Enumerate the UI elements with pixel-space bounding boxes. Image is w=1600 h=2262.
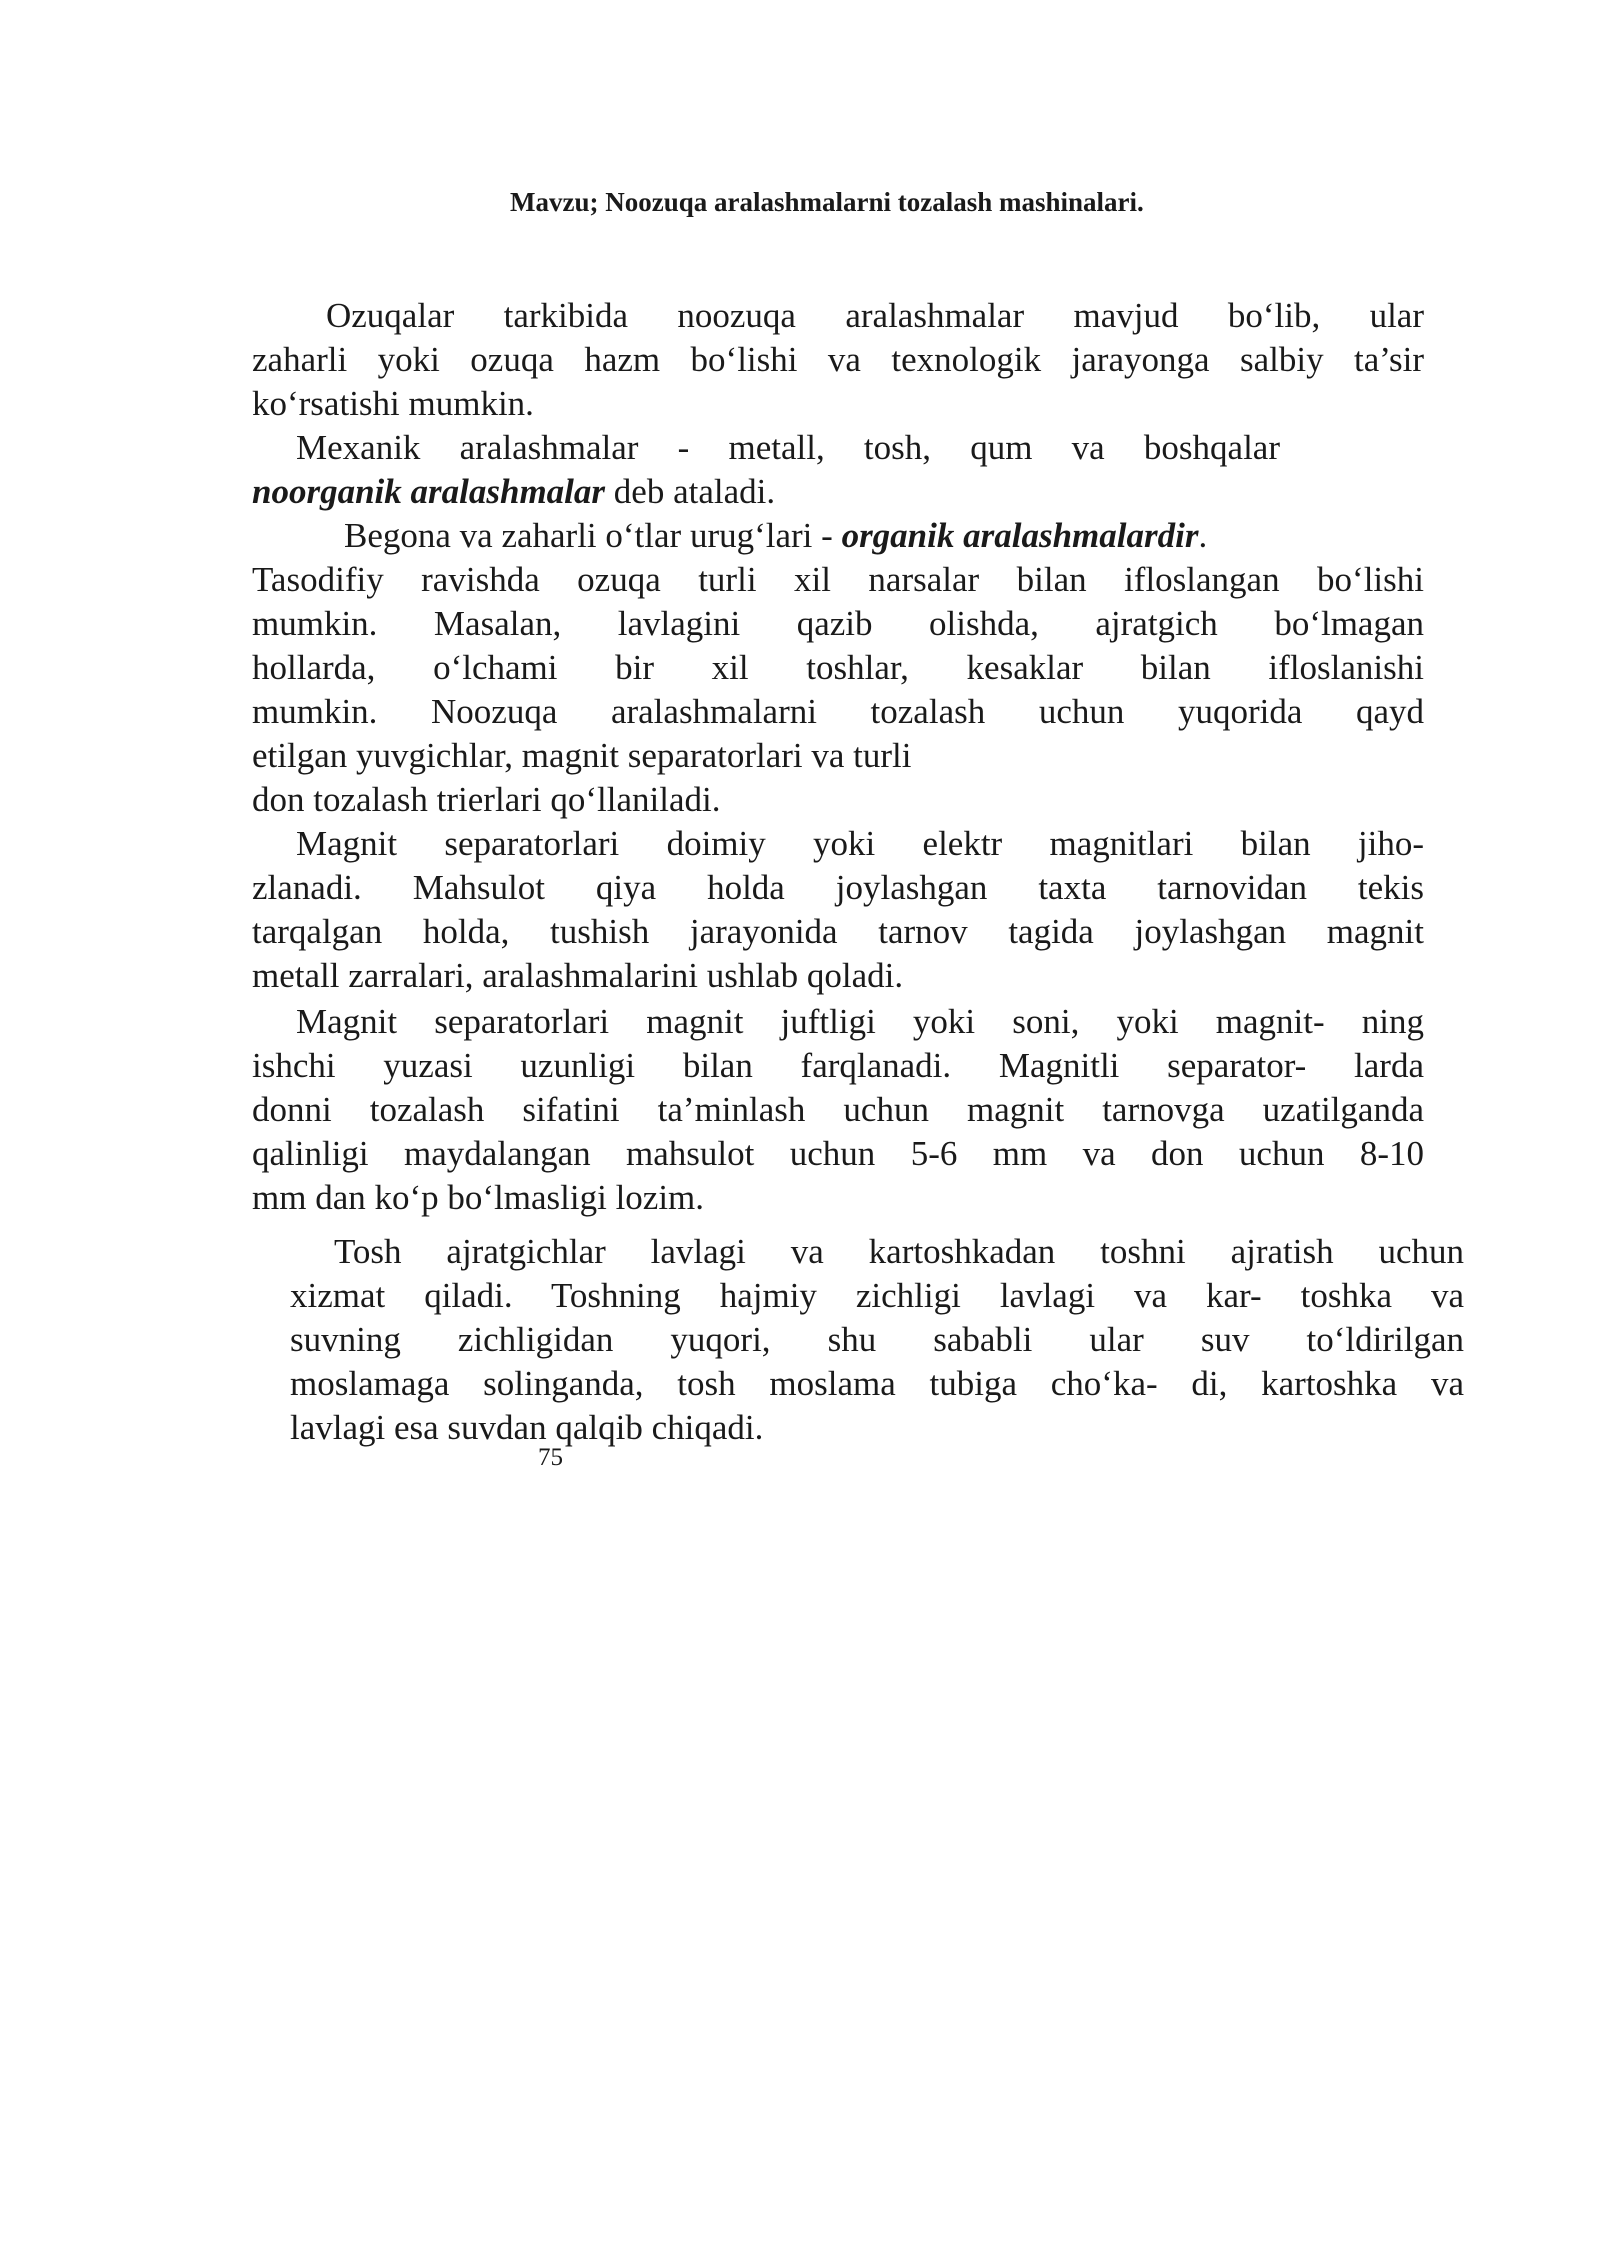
- page-number: 75: [538, 1444, 563, 1471]
- text-fragment: .: [1198, 516, 1208, 555]
- text-line: Magnit separatorlari magnit juftligi yoki soni, yoki magnit- ning: [296, 1002, 1424, 1041]
- text-line: xizmat qiladi. Toshning hajmiy zichligi lavlagi va kar- toshka va: [290, 1276, 1464, 1315]
- text-line: hollarda, o‘lchami bir xil toshlar, kesaklar bilan ifloslanishi: [252, 648, 1424, 687]
- text-fragment: deb ataladi.: [613, 472, 776, 511]
- text-line: Mexanik aralashmalar - metall, tosh, qum va boshqalar: [296, 428, 1280, 467]
- text-line: mumkin. Noozuqa aralashmalarni tozalash uchun yuqorida qayd: [252, 692, 1424, 731]
- text-line: ishchi yuzasi uzunligi bilan farqlanadi. Magnitli separator- larda: [252, 1046, 1424, 1085]
- text-line: metall zarralari, aralashmalarini ushlab qoladi.: [252, 956, 904, 995]
- text-line: [252, 470, 775, 514]
- text-line: mm dan ko‘p bo‘lmasligi lozim.: [252, 1178, 705, 1217]
- text-line: lavlagi esa suvdan qalqib chiqadi.: [290, 1408, 764, 1447]
- text-line: suvning zichligidan yuqori, shu sababli ular suv to‘ldirilgan: [290, 1320, 1464, 1359]
- text-line: mumkin. Masalan, lavlagini qazib olishda, ajratgich bo‘lmagan: [252, 604, 1424, 643]
- text-line: etilgan yuvgichlar, magnit separatorlari va turli: [252, 736, 912, 775]
- text-fragment: Begona va zaharli o‘tlar urug‘lari -: [344, 516, 833, 555]
- bold-italic-term: organik aralashmalardir: [841, 516, 1199, 555]
- text-line: donni tozalash sifatini ta’minlash uchun magnit tarnovga uzatilganda: [252, 1090, 1424, 1129]
- text-line: don tozalash trierlari qo‘llaniladi.: [252, 780, 721, 819]
- text-line: zaharli yoki ozuqa hazm bo‘lishi va texnologik jarayonga salbiy ta’sir: [252, 340, 1424, 379]
- text-line: qalinligi maydalangan mahsulot uchun 5-6 mm va don uchun 8-10: [252, 1134, 1424, 1173]
- text-line: [344, 514, 1207, 558]
- text-line: Tasodifiy ravishda ozuqa turli xil narsalar bilan ifloslangan bo‘lishi: [252, 560, 1424, 599]
- text-line: moslamaga solinganda, tosh moslama tubiga cho‘ka- di, kartoshka va: [290, 1364, 1464, 1403]
- text-line: ko‘rsatishi mumkin.: [252, 384, 534, 423]
- text-line: zlanadi. Mahsulot qiya holda joylashgan taxta tarnovidan tekis: [252, 868, 1424, 907]
- text-line: Magnit separatorlari doimiy yoki elektr magnitlari bilan jiho-: [296, 824, 1424, 863]
- text-line: tarqalgan holda, tushish jarayonida tarnov tagida joylashgan magnit: [252, 912, 1424, 951]
- page-title: Mavzu; Noozuqa aralashmalarni tozalash mashinalari.: [510, 187, 1144, 217]
- bold-italic-term: noorganik aralashmalar: [252, 472, 606, 511]
- text-line: Ozuqalar tarkibida noozuqa aralashmalar mavjud bo‘lib, ular: [326, 296, 1424, 335]
- text-line: Tosh ajratgichlar lavlagi va kartoshkadan toshni ajratish uchun: [334, 1232, 1464, 1271]
